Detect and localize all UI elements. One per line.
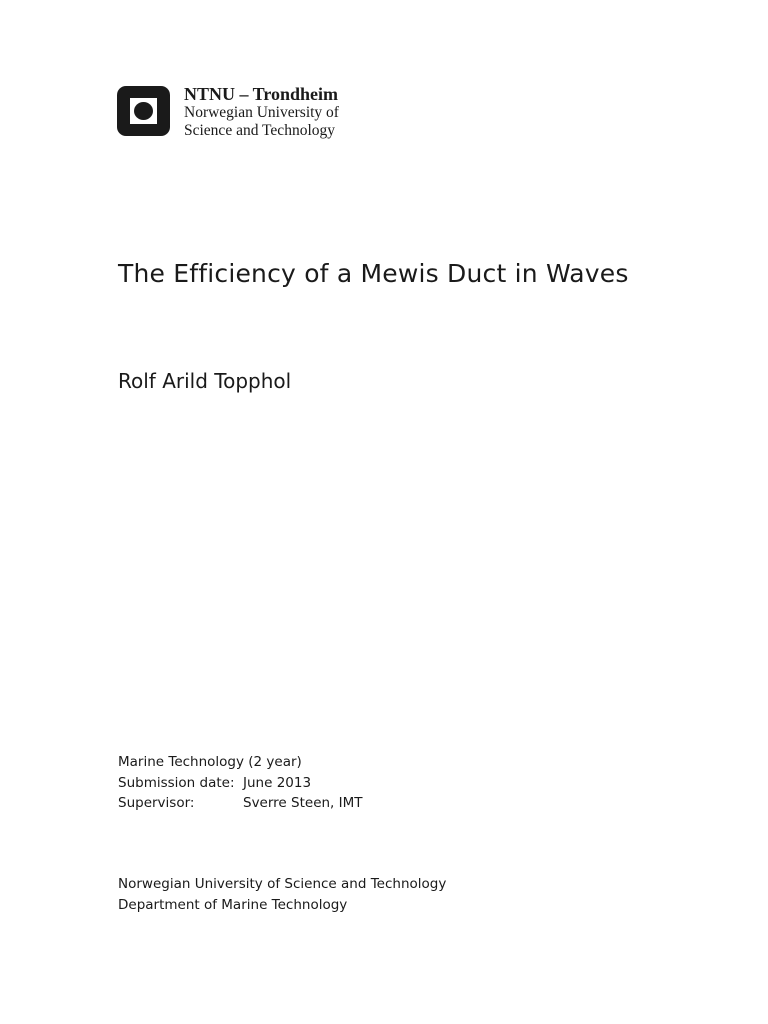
programme-row [118,752,363,773]
university-name: Norwegian University of Science and Technology [118,876,447,892]
supervisor-label: Supervisor: [118,795,195,811]
logo-line-2: Norwegian University of [184,104,339,121]
organization-block [118,874,446,915]
logo-line-1: NTNU – Trondheim [184,84,339,104]
logo-mark-square [130,98,157,124]
logo-mark-circle [134,102,153,120]
submission-label: Submission date: [118,774,235,791]
supervisor-row [118,793,363,814]
department-name: Department of Marine Technology [118,896,348,913]
thesis-details [118,752,363,814]
submission-value: June 2013 [243,774,312,791]
programme-text: Marine Technology (2 year) [118,754,302,770]
supervisor-value: Sverre Steen, IMT [243,795,363,811]
thesis-title: The Efficiency of a Mewis Duct in Waves [118,259,629,288]
submission-row [118,773,363,794]
ntnu-logo [117,86,387,140]
ntnu-logo-mark-icon [117,86,170,136]
logo-line-3: Science and Technology [184,122,335,139]
thesis-author: Rolf Arild Topphol [118,369,292,393]
logo-text [184,84,339,140]
